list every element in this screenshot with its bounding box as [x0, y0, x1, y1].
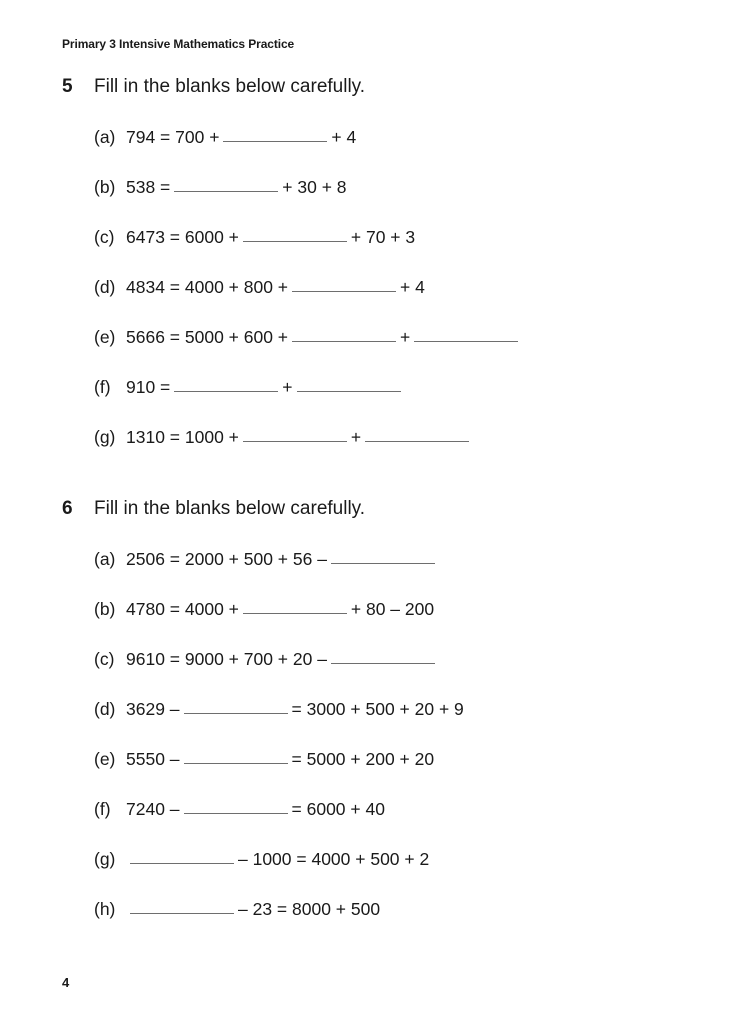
equation-text: + 4 — [400, 277, 425, 297]
part-label: (b) — [94, 599, 116, 619]
equation-text: = 5000 + 200 + 20 — [291, 749, 435, 769]
question-instruction: Fill in the blanks below carefully. — [94, 76, 366, 97]
page-number: 4 — [62, 975, 70, 990]
question-5-part-row — [94, 326, 522, 348]
equation-text: + 80 – 200 — [350, 599, 435, 619]
part-label: (h) — [94, 899, 116, 919]
question-number: 5 — [62, 76, 73, 97]
equation-text: + 70 + 3 — [350, 227, 416, 247]
question-6-part-row — [94, 548, 439, 570]
answer-blank[interactable] — [414, 340, 518, 342]
equation-text: + — [400, 327, 411, 347]
answer-blank[interactable] — [184, 812, 288, 814]
part-label: (g) — [94, 427, 116, 447]
equation-text: 5550 – — [126, 749, 180, 769]
question-5-part-row — [94, 126, 356, 148]
answer-blank[interactable] — [331, 562, 435, 564]
question-5-part-row — [94, 176, 347, 198]
equation-text: + 4 — [331, 127, 357, 147]
part-label: (e) — [94, 749, 116, 769]
part-label: (a) — [94, 549, 116, 569]
equation-text: – 1000 = 4000 + 500 + 2 — [238, 849, 430, 869]
equation-text: 9610 = 9000 + 700 + 20 – — [126, 649, 327, 669]
part-label: (d) — [94, 277, 116, 297]
answer-blank[interactable] — [292, 340, 396, 342]
equation-text: 794 = 700 + — [126, 127, 220, 147]
answer-blank[interactable] — [174, 190, 278, 192]
running-header: Primary 3 Intensive Mathematics Practice — [62, 37, 295, 51]
part-label: (f) — [94, 377, 111, 397]
question-5-heading — [62, 76, 365, 98]
answer-blank[interactable] — [365, 440, 469, 442]
question-6-part-row — [94, 748, 434, 770]
answer-blank[interactable] — [331, 662, 435, 664]
equation-text: 2506 = 2000 + 500 + 56 – — [126, 549, 327, 569]
part-label: (b) — [94, 177, 116, 197]
question-6-part-row — [94, 848, 429, 870]
question-6-part-row — [94, 898, 380, 920]
equation-text: 3629 – — [126, 699, 180, 719]
equation-text: 910 = — [126, 377, 171, 397]
equation-text: 7240 – — [126, 799, 180, 819]
question-number: 6 — [62, 498, 73, 519]
answer-blank[interactable] — [184, 712, 288, 714]
equation-text: 538 = — [126, 177, 171, 197]
equation-text: 4780 = 4000 + — [126, 599, 239, 619]
part-label: (a) — [94, 127, 116, 147]
question-6-heading — [62, 498, 365, 520]
question-6-part-row — [94, 598, 434, 620]
answer-blank[interactable] — [243, 240, 347, 242]
answer-blank[interactable] — [243, 440, 347, 442]
part-label: (e) — [94, 327, 116, 347]
question-6-part-row — [94, 698, 464, 720]
question-5-part-row — [94, 226, 415, 248]
answer-blank[interactable] — [130, 912, 234, 914]
answer-blank[interactable] — [243, 612, 347, 614]
equation-text: 1310 = 1000 + — [126, 427, 239, 447]
answer-blank[interactable] — [184, 762, 288, 764]
equation-text: 4834 = 4000 + 800 + — [126, 277, 289, 297]
equation-text: = 6000 + 40 — [291, 799, 385, 819]
answer-blank[interactable] — [292, 290, 396, 292]
equation-text: 6473 = 6000 + — [126, 227, 239, 247]
question-6-part-row — [94, 648, 439, 670]
question-instruction: Fill in the blanks below carefully. — [94, 498, 366, 519]
part-label: (d) — [94, 699, 116, 719]
answer-blank[interactable] — [130, 862, 234, 864]
equation-text: + — [282, 377, 293, 397]
equation-text: + — [350, 427, 362, 447]
question-5-part-row — [94, 426, 473, 448]
equation-text: = 3000 + 500 + 20 + 9 — [291, 699, 464, 719]
equation-text: – 23 = 8000 + 500 — [238, 899, 381, 919]
part-label: (g) — [94, 849, 116, 869]
question-5-part-row — [94, 376, 405, 398]
part-label: (f) — [94, 799, 111, 819]
part-label: (c) — [94, 649, 115, 669]
equation-text: 5666 = 5000 + 600 + — [126, 327, 289, 347]
question-6-part-row — [94, 798, 385, 820]
answer-blank[interactable] — [223, 140, 327, 142]
equation-text: + 30 + 8 — [282, 177, 347, 197]
part-label: (c) — [94, 227, 115, 247]
answer-blank[interactable] — [297, 390, 401, 392]
question-5-part-row — [94, 276, 425, 298]
answer-blank[interactable] — [174, 390, 278, 392]
